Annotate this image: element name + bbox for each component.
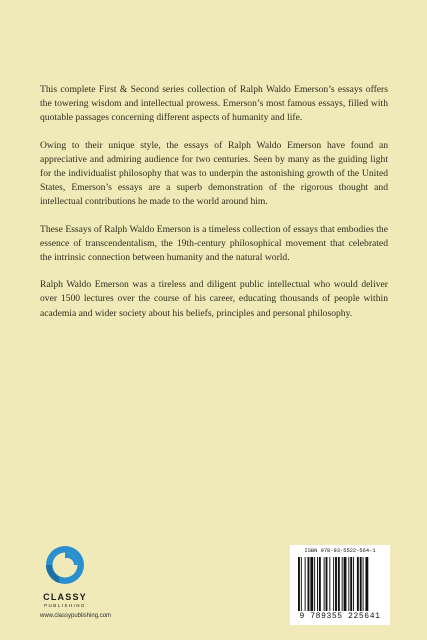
isbn-barcode: [290, 545, 390, 625]
blurb-paragraph-4: Ralph Waldo Emerson was a tireless and diligent public intellectual who would deliver over 1500 lectures over the course of his career, educating thousands of people within academia and wider society about his beliefs, principles and personal philosophy.: [40, 279, 388, 319]
publisher-name: CLASSY: [43, 592, 87, 602]
barcode-digits: 9 789355 225641: [299, 612, 381, 621]
barcode-bars: [298, 557, 382, 611]
blurb-paragraph-1: This complete First & Second series collection of Ralph Waldo Emerson’s essays offers the towering wisdom and intellectual prowess. Emerson’s most famous essays, filled with quotable passages concerning different aspects of humanity and life.: [40, 84, 388, 124]
isbn-label: ISBN 978-93-5522-564-1: [304, 548, 376, 554]
blurb-paragraph-3: These Essays of Ralph Waldo Emerson is a timeless collection of essays that embodies the essence of transcendentalism, the 19th-century philosophical movement that celebrated the intrinsic connection between humanity and the natural world.: [40, 223, 388, 264]
publisher-subname: PUBLISHING: [44, 603, 86, 608]
publisher-website: www.classypublishing.com: [40, 613, 112, 619]
back-cover-blurb: [40, 83, 388, 334]
blurb-paragraph-2: Owing to their unique style, the essays of Ralph Waldo Emerson have found an appreciative and admiring audience for two centuries. Seen by many as the guiding light for the individualist philosophy that was to underpin the astonishing growth of the United States, Emerson’s essays are a superb demonstration of the rigorous thought and intellectual contributions he made to the world around him.: [40, 139, 388, 208]
